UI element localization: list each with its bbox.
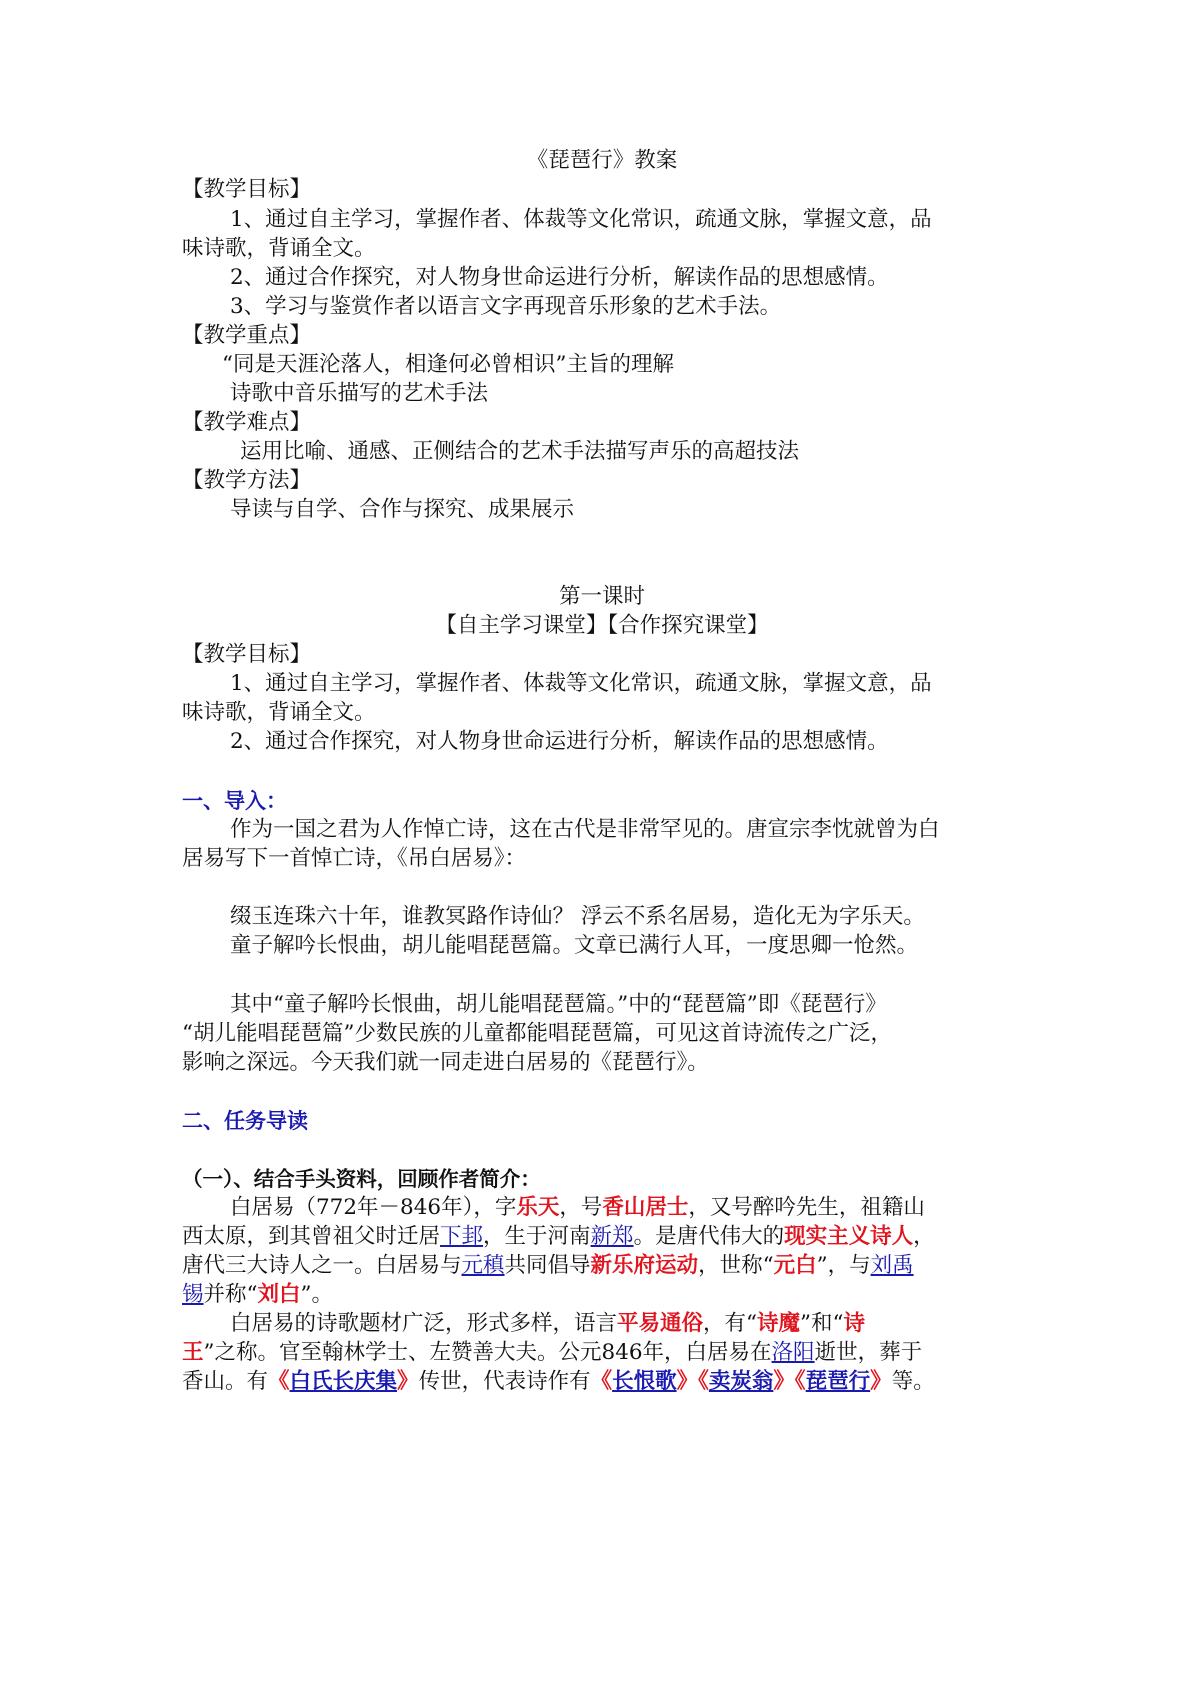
key-point-1: “同是天涯沦落人，相逢何必曾相识”主旨的理解 <box>222 352 674 377</box>
author-subheading: （一）、结合手头资料，回顾作者简介： <box>182 1167 541 1191</box>
goals-heading: 【教学目标】 <box>182 177 312 202</box>
intro-paragraph-1-cont: 居易写下一首悼亡诗，《吊白居易》： <box>182 846 527 871</box>
bio-text: ，又号醉吟先生，祖籍山 <box>688 1195 925 1220</box>
task-heading: 二、任务导读 <box>182 1109 308 1133</box>
bio-text: 共同倡导 <box>504 1253 591 1278</box>
yuan-bai: 元白 <box>773 1253 817 1278</box>
link-liuyuxi[interactable]: 刘禹 <box>870 1253 914 1278</box>
new-yuefu-movement: 新乐府运动 <box>590 1253 699 1278</box>
bio-line-5 <box>230 1309 1022 1339</box>
quote-mark: 》《 <box>773 1369 806 1394</box>
bio-text: ”之称。官至翰林学士、左赞善大夫。公元846年，白居易在 <box>203 1340 772 1365</box>
poem-king-cont: 王 <box>182 1340 204 1365</box>
quote-mark: 》 <box>870 1369 892 1394</box>
bio-text: 传世，代表诗作有 <box>418 1369 591 1394</box>
pen-name: 香山居士 <box>602 1195 689 1220</box>
link-maitanweng[interactable]: 卖炭翁 <box>708 1369 774 1394</box>
lesson-title: 第一课时 <box>558 584 645 609</box>
bio-text: 唐代三大诗人之一。白居易与 <box>182 1253 462 1278</box>
bio-text: ，有“ <box>703 1311 758 1336</box>
bio-text: 香山。有 <box>182 1369 269 1394</box>
bio-line-4 <box>182 1280 1022 1310</box>
link-liuyuxi-cont[interactable]: 锡 <box>182 1282 204 1307</box>
goal-3: 3、学习与鉴赏作者以语言文字再现音乐形象的艺术手法。 <box>230 294 782 319</box>
quote-mark: 》《 <box>676 1369 709 1394</box>
bio-text: ，号 <box>559 1195 603 1220</box>
bio-line-1 <box>230 1193 1022 1223</box>
bio-text: 西太原，到其曾祖父时迁居 <box>182 1224 441 1249</box>
intro-paragraph-2-cont: “胡儿能唱琵琶篇”少数民族的儿童都能唱琵琶篇，可见这首诗流传之广泛， <box>182 1021 892 1046</box>
bio-line-6 <box>182 1338 1022 1368</box>
poem-demon: 诗魔 <box>757 1311 801 1336</box>
lesson-goal-1-cont: 味诗歌，背诵全文。 <box>182 700 376 725</box>
intro-paragraph-1: 作为一国之君为人作悼亡诗，这在古代是非常罕见的。唐宣宗李忱就曾为白 <box>230 817 940 842</box>
quote-mark: 《 <box>590 1369 613 1394</box>
link-changhenge[interactable]: 长恨歌 <box>612 1369 677 1394</box>
bio-text: ”。 <box>300 1282 334 1307</box>
method-heading: 【教学方法】 <box>182 468 312 493</box>
lesson-subtitle: 【自主学习课堂】【合作探究课堂】 <box>435 613 769 638</box>
bio-line-3 <box>182 1251 1022 1281</box>
lesson-goal-2: 2、通过合作探究，对人物身世命运进行分析，解读作品的思想感情。 <box>230 729 889 754</box>
link-collected-works[interactable]: 白氏长庆集 <box>289 1369 398 1394</box>
bio-line-2 <box>182 1222 1022 1252</box>
goal-2: 2、通过合作探究，对人物身世命运进行分析，解读作品的思想感情。 <box>230 265 889 290</box>
quote-mark: 《 <box>268 1369 290 1394</box>
plain-language: 平易通俗 <box>617 1311 704 1336</box>
poem-line-1: 缀玉连珠六十年，谁教冥路作诗仙？ 浮云不系名居易，造化无为字乐天。 <box>230 904 925 929</box>
realist-poet: 现实主义诗人 <box>784 1224 914 1249</box>
lesson-goal-1: 1、通过自主学习，掌握作者、体裁等文化常识，疏通文脉，掌握文意，品 <box>230 671 932 696</box>
intro-heading: 一、导入： <box>182 789 287 813</box>
liu-bai: 刘白 <box>257 1282 301 1307</box>
intro-paragraph-2-end: 影响之深远。今天我们就一同走进白居易的《琵琶行》。 <box>182 1050 709 1075</box>
link-xinzheng[interactable]: 新郑 <box>590 1224 634 1249</box>
bio-text: ，生于河南 <box>483 1224 591 1249</box>
document-title: 《琵琶行》教案 <box>526 148 678 173</box>
link-xiagui[interactable]: 下邽 <box>440 1224 484 1249</box>
key-point-2: 诗歌中音乐描写的艺术手法 <box>230 381 489 406</box>
key-heading: 【教学重点】 <box>182 323 312 348</box>
link-pipaxing[interactable]: 琵琶行 <box>805 1369 871 1394</box>
bio-text: 。是唐代伟大的 <box>633 1224 785 1249</box>
difficulty-heading: 【教学难点】 <box>182 410 312 435</box>
goal-1: 1、通过自主学习，掌握作者、体裁等文化常识，疏通文脉，掌握文意，品 <box>230 207 932 232</box>
bio-text: ”和“ <box>800 1311 844 1336</box>
quote-mark: 》 <box>397 1369 419 1394</box>
bio-line-7 <box>182 1367 1022 1397</box>
bio-text: 白居易的诗歌题材广泛，形式多样，语言 <box>230 1311 618 1336</box>
poem-line-2: 童子解吟长恨曲，胡儿能唱琵琶篇。文章已满行人耳，一度思卿一怆然。 <box>230 933 919 958</box>
method-point-1: 导读与自学、合作与探究、成果展示 <box>230 497 575 522</box>
bio-text: 逝世，葬于 <box>814 1340 923 1365</box>
bio-text: 白居易（772年－846年），字 <box>230 1195 517 1220</box>
courtesy-name: 乐天 <box>516 1195 560 1220</box>
bio-text: ， <box>913 1224 935 1249</box>
intro-paragraph-2: 其中“童子解吟长恨曲，胡儿能唱琵琶篇。”中的“琵琶篇”即《琵琶行》 <box>230 992 887 1017</box>
goal-1-cont: 味诗歌，背诵全文。 <box>182 236 376 261</box>
link-luoyang[interactable]: 洛阳 <box>771 1340 815 1365</box>
lesson-goals-heading: 【教学目标】 <box>182 642 312 667</box>
bio-text: ，世称“ <box>698 1253 774 1278</box>
bio-text: ”，与 <box>816 1253 871 1278</box>
bio-text: 并称“ <box>203 1282 258 1307</box>
bio-text: 等。 <box>891 1369 935 1394</box>
difficulty-point-1: 运用比喻、通感、正侧结合的艺术手法描写声乐的高超技法 <box>240 439 800 464</box>
poem-king: 诗 <box>843 1311 866 1336</box>
link-yuanzhen[interactable]: 元稹 <box>461 1253 505 1278</box>
